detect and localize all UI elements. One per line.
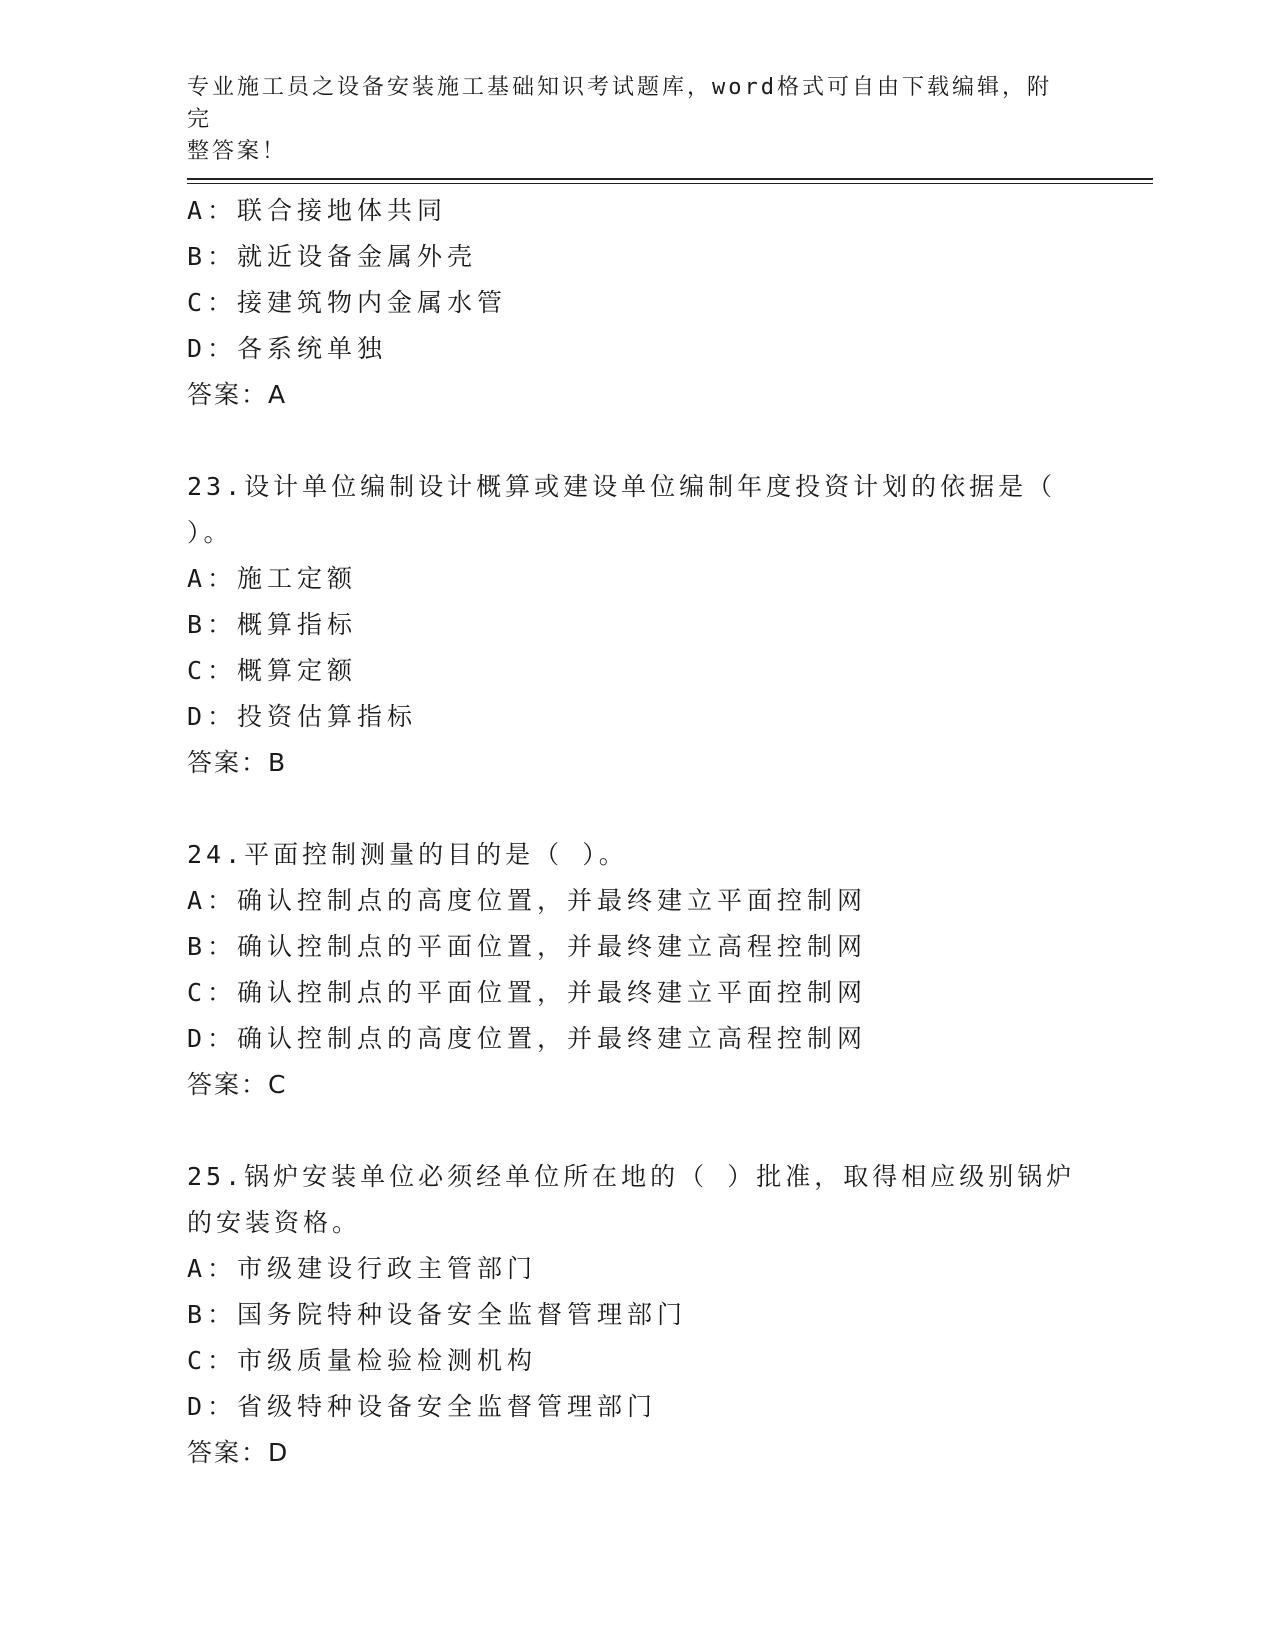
question-spacer <box>187 418 1087 464</box>
option-c: C：确认控制点的平面位置，并最终建立平面控制网 <box>187 978 868 1007</box>
answer-line: 答案：A <box>187 380 288 409</box>
question-spacer <box>187 786 1087 832</box>
option-c: C：市级质量检验检测机构 <box>187 1346 538 1375</box>
option-b: B：就近设备金属外壳 <box>187 242 478 271</box>
answer-line: 答案：B <box>187 748 288 777</box>
option-a: A：联合接地体共同 <box>187 196 448 225</box>
answer-line: 答案：C <box>187 1070 288 1099</box>
question-list <box>187 188 1087 1476</box>
option-c: C：接建筑物内金属水管 <box>187 288 508 317</box>
option-b: B：国务院特种设备安全监督管理部门 <box>187 1300 688 1329</box>
question-22 <box>187 188 1087 418</box>
question-24 <box>187 832 1087 1108</box>
document-header <box>187 72 1067 168</box>
answer-line: 答案：D <box>187 1438 290 1467</box>
option-b: B：确认控制点的平面位置，并最终建立高程控制网 <box>187 932 868 961</box>
header-line-1: 专业施工员之设备安装施工基础知识考试题库，word格式可自由下载编辑，附完 <box>187 75 1052 132</box>
header-line-2: 整答案！ <box>187 139 288 164</box>
option-d: D：省级特种设备安全监督管理部门 <box>187 1392 658 1421</box>
option-d: D：确认控制点的高度位置，并最终建立高程控制网 <box>187 1024 868 1053</box>
question-spacer <box>187 1108 1087 1154</box>
option-c: C：概算定额 <box>187 656 358 685</box>
header-divider-thin <box>187 183 1153 184</box>
question-25 <box>187 1154 1087 1476</box>
question-stem-line-2: ）。 <box>187 518 233 547</box>
option-b: B：概算指标 <box>187 610 358 639</box>
header-divider-thick <box>187 178 1153 180</box>
question-stem-line-1: 25.锅炉安装单位必须经单位所在地的（ ）批准，取得相应级别锅炉 <box>187 1162 1076 1191</box>
question-stem-line-1: 23.设计单位编制设计概算或建设单位编制年度投资计划的依据是（ <box>187 472 1057 501</box>
question-stem-line-1: 24.平面控制测量的目的是（ ）。 <box>187 840 628 869</box>
question-23 <box>187 464 1087 786</box>
option-d: D：投资估算指标 <box>187 702 418 731</box>
option-a: A：施工定额 <box>187 564 358 593</box>
option-a: A：确认控制点的高度位置，并最终建立平面控制网 <box>187 886 868 915</box>
option-d: D：各系统单独 <box>187 334 388 363</box>
option-a: A：市级建设行政主管部门 <box>187 1254 538 1283</box>
question-stem-line-2: 的安装资格。 <box>187 1208 362 1237</box>
